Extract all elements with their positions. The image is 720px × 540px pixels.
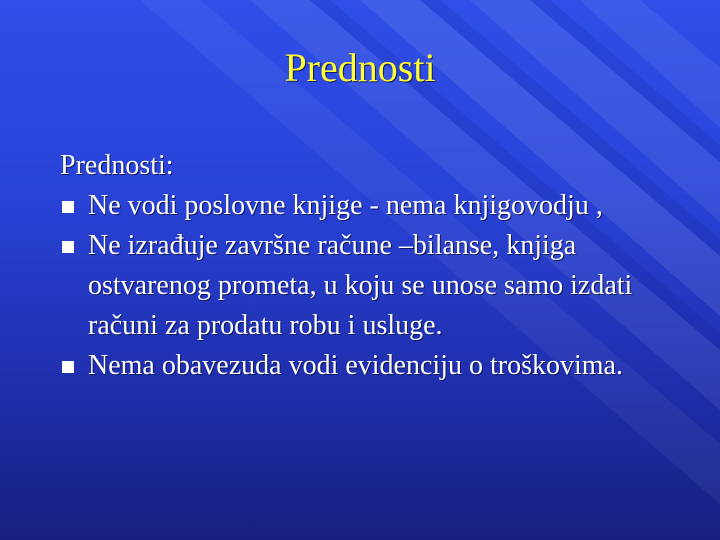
bullet-text: Ne vodi poslovne knjige - nema knjigovodju ,	[88, 190, 603, 221]
square-bullet-icon	[62, 361, 74, 373]
bullet-list	[60, 186, 690, 386]
square-bullet-icon	[62, 201, 74, 213]
square-bullet-icon	[62, 241, 74, 253]
list-item	[60, 346, 690, 386]
list-item	[60, 186, 690, 226]
intro-text: Prednosti:	[60, 150, 174, 181]
list-item	[60, 226, 690, 346]
slide-body	[60, 146, 690, 386]
bullet-text: Nema obavezuda vodi evidenciju o troškovima.	[88, 350, 623, 381]
slide-title: Prednosti	[284, 45, 436, 90]
bullet-text: Ne izrađuje završne račune –bilanse, knjiga ostvarenog prometa, u koju se unose samo izdati računi za prodatu robu i usluge.	[88, 230, 633, 341]
